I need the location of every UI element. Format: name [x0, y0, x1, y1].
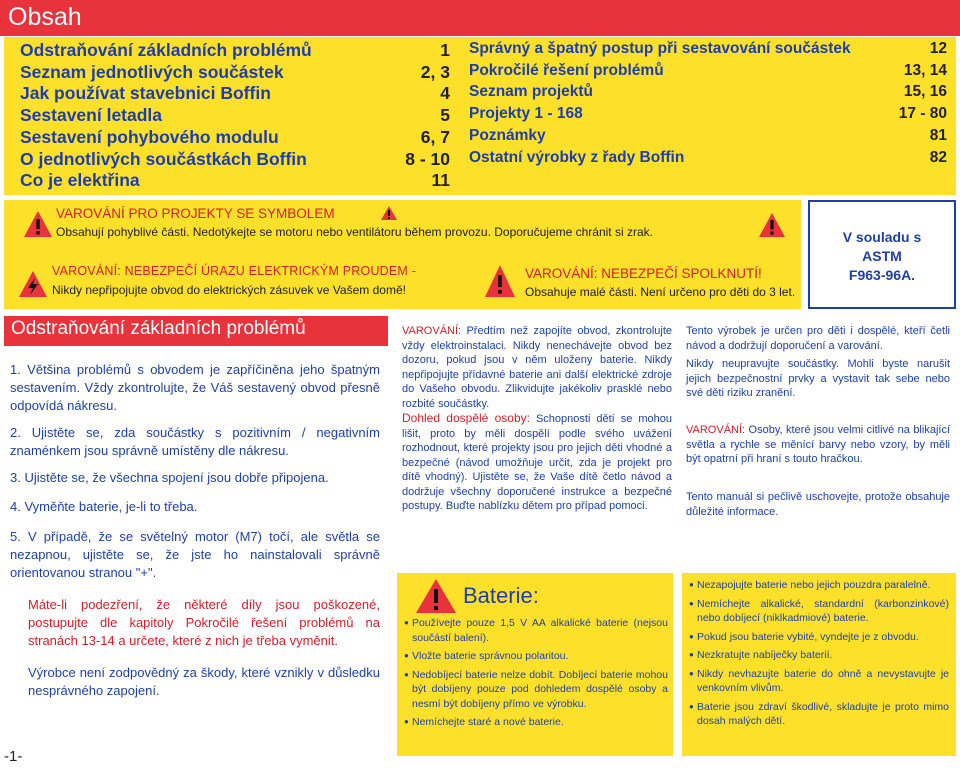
toc-item[interactable]: Ostatní výrobky z řady Boffin 82	[469, 148, 947, 166]
battery-list-right	[689, 578, 949, 733]
warning-triangle-icon	[758, 212, 786, 238]
warning-choking-text: Obsahuje malé části. Není určeno pro děti do 3 let.	[525, 285, 796, 299]
warning-small-triangle-icon	[380, 205, 398, 221]
wiring-warning: VAROVÁNÍ: Předtím než zapojíte obvod, zkontrolujte vždy elektroinstalaci. Nikdy nenechávejte obvod bez dozoru, pokud jsou v něm uloženy baterie. Nikdy nepřipojujte přídavné baterie ani další elektrické zdroje do Vašeho obvodu. Zlikvidujte jakékoliv prasklé nebo rozbité součástky.	[402, 325, 672, 410]
list-item: ● Nikdy nevhazujte baterie do ohně a nevystavujte je venkovním vlivům.	[689, 667, 949, 696]
warning-electric-title: VAROVÁNÍ: NEBEZPEČÍ ÚRAZU ELEKTRICKÝM PROUDEM -	[52, 264, 417, 278]
list-item: ● Vložte baterie správnou polaritou.	[404, 649, 668, 664]
list-item: ● Nezapojujte baterie nebo jejich pouzdra paralelně.	[689, 578, 949, 593]
astm-text: V souladu s ASTM F963-96A.	[842, 229, 922, 283]
list-item: ● Nedobíjecí baterie nelze dobít. Dobíjecí baterie mohou být dobíjeny pouze pod dohledem dospělé osoby a nesmí být dobíjeny přímo ve výrobku.	[404, 668, 668, 712]
troubleshoot-item-4: 4. Vyměňte baterie, je-li to třeba.	[10, 499, 198, 514]
warning-choking-title: VAROVÁNÍ: NEBEZPEČÍ SPOLKNUTÍ!	[525, 266, 762, 281]
warning-electric-text: Nikdy nepřipojujte obvod do elektrických zásuvek ve Vašem domě!	[52, 283, 406, 297]
header-bar	[0, 0, 960, 36]
electric-shock-icon	[18, 270, 48, 298]
troubleshoot-item-2: 2. Ujistěte se, zda součástky s pozitivním / negativním znaménkem jsou správně umístěny dle nákresu.	[10, 425, 380, 458]
keep-manual-note: Tento manuál si pečlivě uschovejte, protože obsahuje důležité informace.	[686, 491, 950, 518]
choking-warning-icon	[484, 264, 516, 298]
list-item: ● Nemíchejte staré a nové baterie.	[404, 715, 668, 730]
troubleshoot-item-1: 1. Většina problémů s obvodem je zapříčiněna jeho špatným sestavením. Vždy zkontrolujte, že Váš sestavený obvod přesně odpovídá nákresu.	[10, 362, 380, 413]
info-paragraph: Nikdy neupravujte součástky. Mohli byste narušit jejich bezpečnostní prvky a vystavit tak sebe nebo své děti riziku zranění.	[686, 358, 950, 399]
warning-symbol-text: Obsahují pohyblivé části. Nedotýkejte se motoru nebo ventilátoru během provozu. Doporučujeme chránit si zrak.	[56, 225, 653, 239]
list-item: ● Nemíchejte alkalické, standardní (karbonzinkové) nebo dobíjecí (niklkadmiové) baterie.	[689, 597, 949, 626]
toc-item[interactable]: Sestavení letadla 5	[20, 105, 450, 126]
battery-list-left	[404, 616, 668, 734]
list-item: ● Nezkratujte nabíječky baterií.	[689, 648, 949, 663]
list-item: ● Pokud jsou baterie vybité, vyndejte je z obvodu.	[689, 630, 949, 645]
toc-item[interactable]: Sestavení pohybového modulu 6, 7	[20, 126, 450, 147]
toc-item[interactable]: O jednotlivých součástkách Boffin 8 - 10	[20, 148, 450, 169]
troubleshoot-item-3: 3. Ujistěte se, že všechna spojení jsou dobře připojena.	[10, 470, 329, 485]
toc-item[interactable]: Pokročilé řešení problémů 13, 14	[469, 61, 947, 79]
list-item: ● Používejte pouze 1,5 V AA alkalické baterie (nejsou součástí balení).	[404, 616, 668, 645]
page-title: Obsah	[8, 3, 82, 31]
toc-item[interactable]: Projekty 1 - 168 17 - 80	[469, 105, 947, 123]
adult-supervision: Dohled dospělé osoby: Schopnosti dětí se mohou lišit, proto by měli dospělí podle svého uvážení rozhodnout, které projekty jsou pro jejich děti vhodné a bezpečné (návod umožňuje určit, zda je projekt pro dítě vhodný). Ujistěte se, že Vaše dítě četlo návod a dodržuje všechny doporučené instrukce a bezpečné postupy. Buďte nablízku dětem pro případ pomoci.	[402, 411, 672, 512]
liability-note: Výrobce není zodpovědný za škody, které vznikly v důsledku nesprávného zapojení.	[28, 665, 380, 698]
info-paragraph: Tento výrobek je určen pro děti i dospělé, kteří četli návod a dodržují doporučení a varování.	[686, 325, 950, 352]
toc-item[interactable]: Seznam projektů 15, 16	[469, 83, 947, 101]
light-sensitivity-warning: VAROVÁNÍ: Osoby, které jsou velmi citlivé na blikající světla a rychle se měnící barvy nebo vzory, by měli být opatrní při hraní s touto hračkou.	[686, 424, 950, 465]
warning-triangle-icon	[23, 210, 53, 238]
toc-item[interactable]: Co je elektřina 11	[20, 170, 450, 191]
toc-item[interactable]: Odstraňování základních problémů 1	[20, 40, 450, 60]
section-title: Odstraňování základních problémů	[11, 318, 306, 339]
battery-title: Baterie:	[463, 583, 539, 608]
toc-item[interactable]: Správný a špatný postup při sestavování součástek 12	[469, 40, 947, 57]
warning-symbol-title: VAROVÁNÍ PRO PROJEKTY SE SYMBOLEM	[56, 206, 335, 221]
toc-right-column	[469, 38, 947, 168]
toc-left-column	[20, 40, 450, 192]
toc-item[interactable]: Jak používat stavebnici Boffin 4	[20, 83, 450, 104]
suspect-damaged-note: Máte-li podezření, že některé díly jsou poškozené, postupujte dle kapitoly Pokročilé řešení problémů na stranách 13-14 a určete, které z nich je třeba vyměnit.	[28, 597, 380, 648]
toc-item[interactable]: Poznámky 81	[469, 126, 947, 144]
troubleshoot-item-5: 5. V případě, že se světelný motor (M7) točí, ale světla se nezapnou, ujistěte se, že jste ho nainstalovali správně orientovanou stranou "+".	[10, 529, 380, 580]
page-number: -1-	[4, 748, 23, 765]
list-item: ● Baterie jsou zdraví škodlivé, skladujte je proto mimo dosah malých dětí.	[689, 700, 949, 729]
battery-warning-icon	[415, 578, 457, 614]
toc-item[interactable]: Seznam jednotlivých součástek 2, 3	[20, 61, 450, 82]
